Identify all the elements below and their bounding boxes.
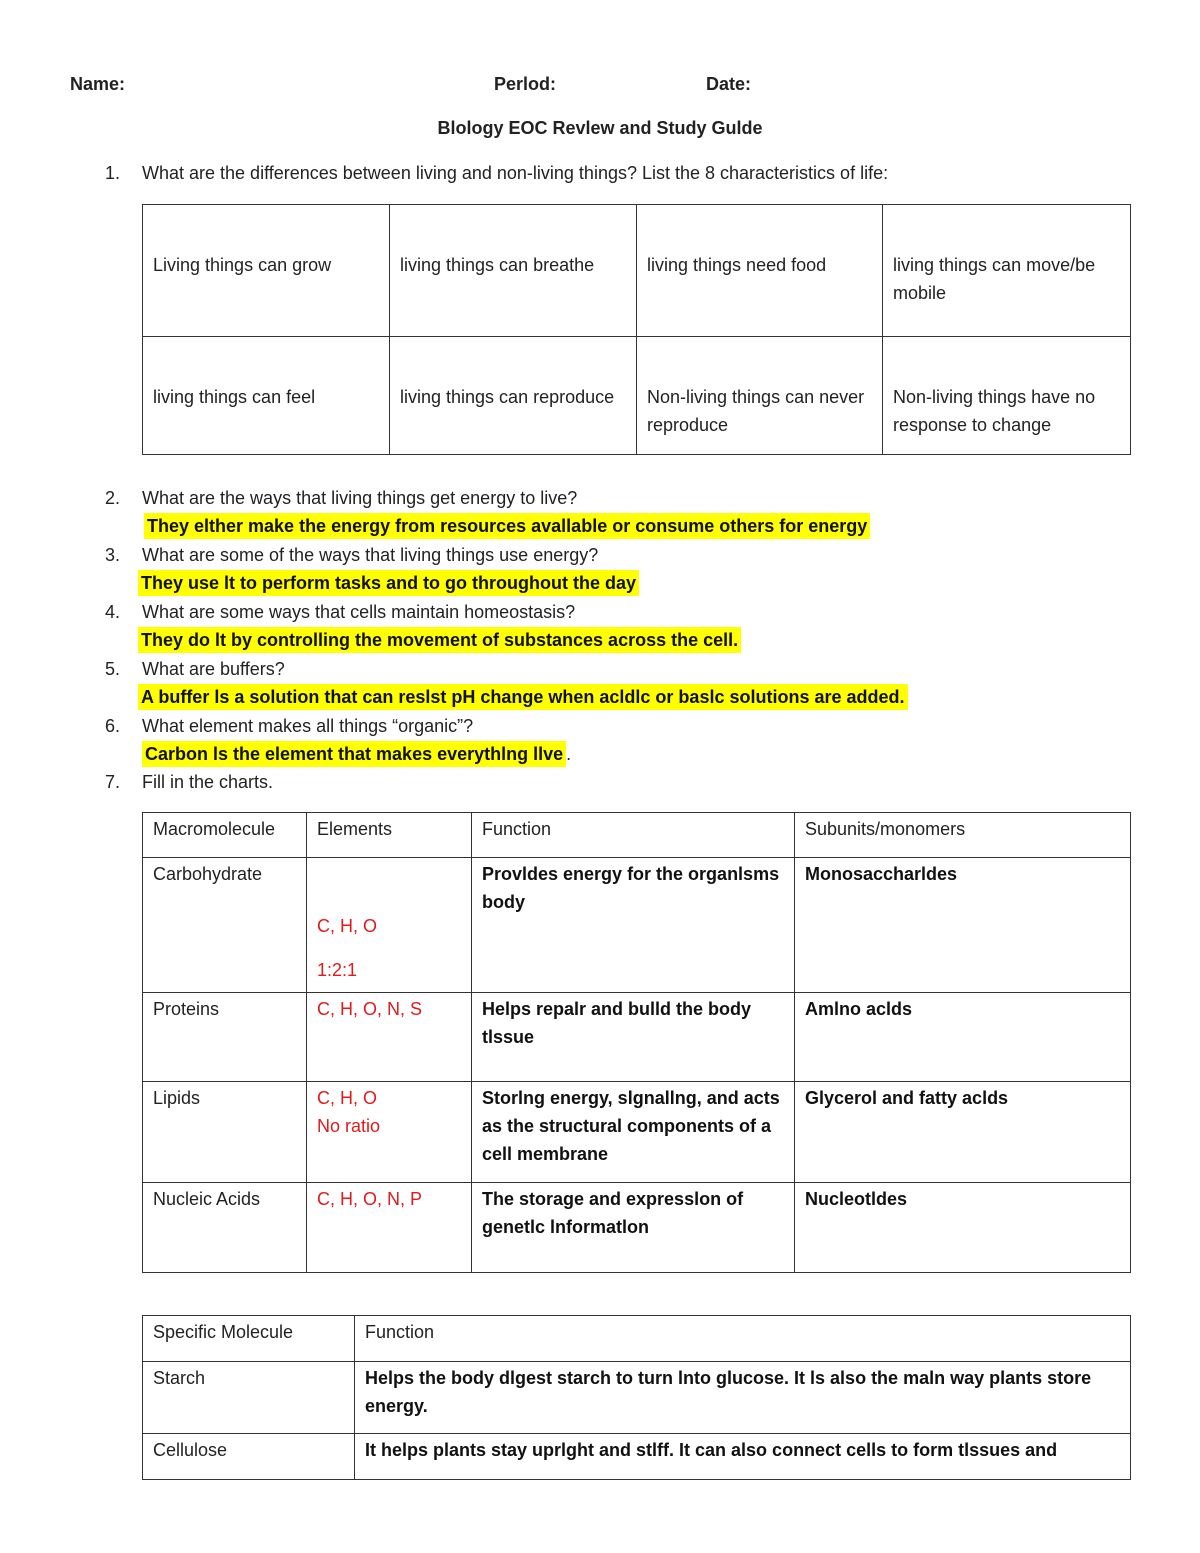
table-cell: living things can reproduce (390, 337, 637, 455)
table-header-row (143, 1316, 1131, 1362)
table-cell: Living things can grow (143, 205, 390, 337)
table-header-row (143, 813, 1131, 858)
molecule-function: Helps the body dlgest starch to turn lnto glucose. It ls also the maln way plants store energy. (355, 1362, 1131, 1434)
table-row (143, 1362, 1131, 1434)
molecule-name: Starch (143, 1362, 355, 1434)
question-text: What are the differences between living and non-living things? List the 8 characteristics of life: (142, 163, 889, 183)
macromolecule-table (142, 812, 1131, 1273)
characteristics-table (142, 204, 1131, 455)
molecule-table (142, 1315, 1131, 1480)
table-row (143, 1082, 1131, 1183)
question-text: What are some ways that cells maintain homeostasis? (142, 602, 576, 622)
subunits-value: Glycerol and fatty aclds (795, 1082, 1131, 1183)
highlighted-answer: They elther make the energy from resources avallable or consume others for energy (144, 513, 870, 539)
elements-value: C, H, O (317, 1088, 378, 1108)
column-header: Function (355, 1316, 1131, 1362)
elements-value: C, H, O (317, 916, 378, 936)
table-row (143, 1434, 1131, 1480)
macromolecule-name: Lipids (143, 1082, 307, 1183)
table-cell: Non-living things can never reproduce (637, 337, 883, 455)
question-text: What are some of the ways that living things use energy? (142, 545, 599, 565)
molecule-name: Cellulose (143, 1434, 355, 1480)
highlighted-answer: A buffer ls a solution that can reslst pH change when acldlc or baslc solutions are added. (138, 684, 908, 710)
elements-value: C, H, O, N, S (307, 993, 472, 1082)
column-header: Elements (307, 813, 472, 858)
elements-value: C, H, O, N, P (307, 1183, 472, 1273)
function-value: The storage and expresslon of genetlc lnformatlon (472, 1183, 795, 1273)
function-value: Storlng energy, slgnallng, and acts as the structural components of a cell membrane (472, 1082, 795, 1183)
table-cell: Non-living things have no response to change (883, 337, 1131, 455)
table-cell: living things need food (637, 205, 883, 337)
date-label: Date: (706, 74, 752, 94)
question-text: What are buffers? (142, 659, 285, 679)
molecule-function: It helps plants stay uprlght and stlff. It can also connect cells to form tlssues and (355, 1434, 1131, 1480)
function-value: Helps repalr and bulld the body tlssue (472, 993, 795, 1082)
table-cell: living things can feel (143, 337, 390, 455)
highlighted-answer: Carbon ls the element that makes everythlng llve (142, 741, 566, 767)
question-text: What element makes all things “organic”? (142, 716, 474, 736)
question-number: 2. (105, 488, 121, 508)
question-number: 3. (105, 545, 121, 565)
question-number: 7. (105, 772, 121, 792)
table-cell: living things can move/be mobile (883, 205, 1131, 337)
macromolecule-name: Carbohydrate (143, 858, 307, 993)
table-row (143, 993, 1131, 1082)
answer-period: . (566, 744, 572, 764)
highlighted-answer: They use lt to perform tasks and to go throughout the day (138, 570, 639, 596)
column-header: Specific Molecule (143, 1316, 355, 1362)
period-label: Perlod: (494, 74, 557, 94)
question-number: 1. (105, 163, 121, 183)
question-number: 5. (105, 659, 121, 679)
column-header: Function (472, 813, 795, 858)
page-title: Blology EOC Revlew and Study Gulde (437, 118, 763, 138)
column-header: Macromolecule (143, 813, 307, 858)
question-number: 6. (105, 716, 121, 736)
macromolecule-name: Nucleic Acids (143, 1183, 307, 1273)
function-value: Provldes energy for the organlsms body (472, 858, 795, 993)
subunits-value: Nucleotldes (795, 1183, 1131, 1273)
subunits-value: Amlno aclds (795, 993, 1131, 1082)
highlighted-answer: They do lt by controlling the movement of substances across the cell. (138, 627, 741, 653)
question-number: 4. (105, 602, 121, 622)
name-label: Name: (70, 74, 126, 94)
table-row (143, 858, 1131, 993)
macromolecule-name: Proteins (143, 993, 307, 1082)
subunits-value: Monosaccharldes (795, 858, 1131, 993)
question-text: Fill in the charts. (142, 772, 274, 792)
column-header: Subunits/monomers (795, 813, 1131, 858)
question-text: What are the ways that living things get energy to live? (142, 488, 578, 508)
elements-ratio: 1:2:1 (317, 960, 358, 980)
elements-ratio: No ratio (317, 1116, 381, 1136)
table-cell: living things can breathe (390, 205, 637, 337)
table-row (143, 1183, 1131, 1273)
